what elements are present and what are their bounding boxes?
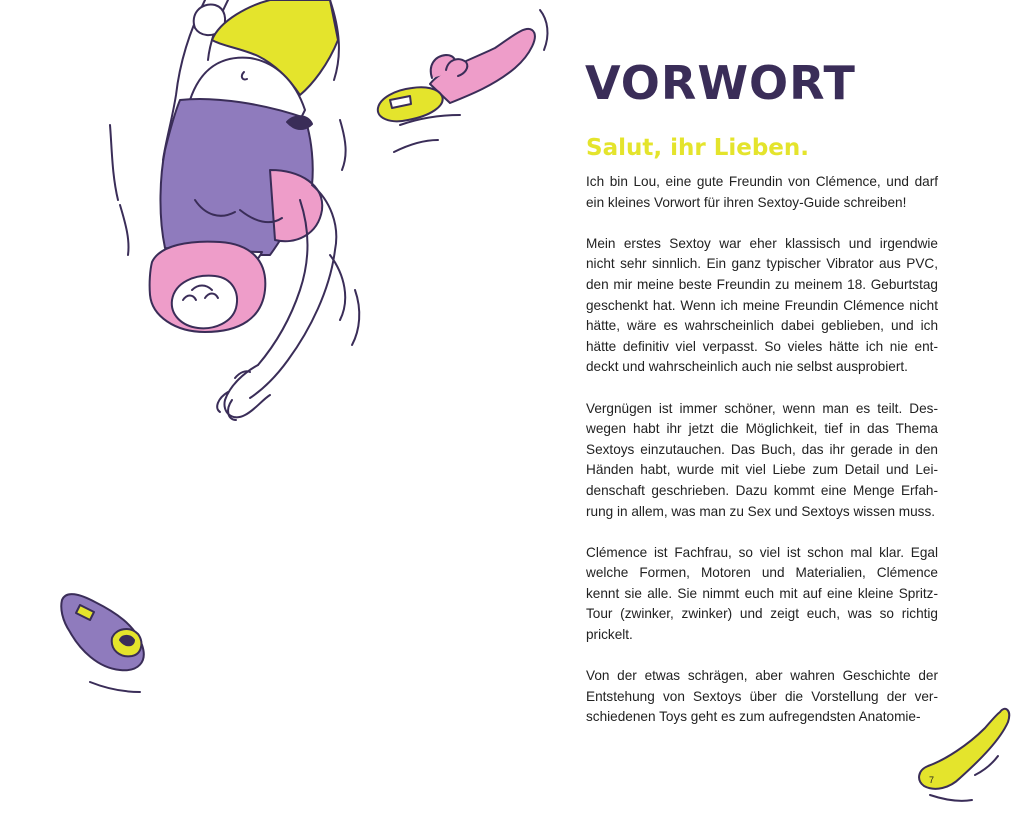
paragraph: Von der etwas schrägen, aber wahren Geschichte der Entstehung von Sextoys über die Vorstellung der verschiedenen Toys geht es zum aufregendsten Anatomie-: [586, 668, 938, 725]
suction-toy-icon: [61, 594, 143, 692]
paragraph: Vergnügen ist immer schöner, wenn man es teilt. Deswegen habt ihr jetzt die Möglichkeit, tief in das Thema Sextoys einzutauchen. Das Buch, das ihr gerade in den Händen habt, wurde mit viel Liebe zum Detail und Leidenschaft geschrieben. Dazu kommt eine Menge Erfahrung in allem, was man zu Sex und Sextoys wissen muss.: [586, 400, 938, 519]
paragraph: Mein erstes Sextoy war eher klassisch und irgendwie nicht sehr sinnlich. Ein ganz typischer Vibrator aus PVC, den mir meine beste Freundin zu meinem 18. Geburtstag geschenkt hat. Wenn ich meine Freundin Clémence nicht hätte, wäre es wahrscheinlich dabei geblieben, und ich hätte definitiv viel verpasst. So vieles hätte ich nie entdeckt und wahrscheinlich auch nie selbst ausprobiert.: [586, 235, 938, 375]
rabbit-vibrator-icon: [378, 10, 548, 152]
page-subtitle: Salut, ihr Lieben.: [586, 135, 810, 161]
body-text: [586, 172, 938, 749]
paragraph: Ich bin Lou, eine gute Freundin von Clémence, und darf ein kleines Vorwort für ihren Sextoy-Guide schreiben!: [586, 174, 938, 210]
paragraph: Clémence ist Fachfrau, so viel ist schon mal klar. Egal welche Formen, Motoren und Materialien, Clémence kennt sie alle. Sie nimmt euch mit auf eine kleine Spritz-Tour (zwinker, zwinker) und zeigt euch, was so richtig prickelt.: [586, 544, 938, 643]
woman-illustration: [110, 0, 359, 420]
page-number: 7: [929, 775, 935, 785]
page-title: VORWORT: [585, 56, 856, 110]
